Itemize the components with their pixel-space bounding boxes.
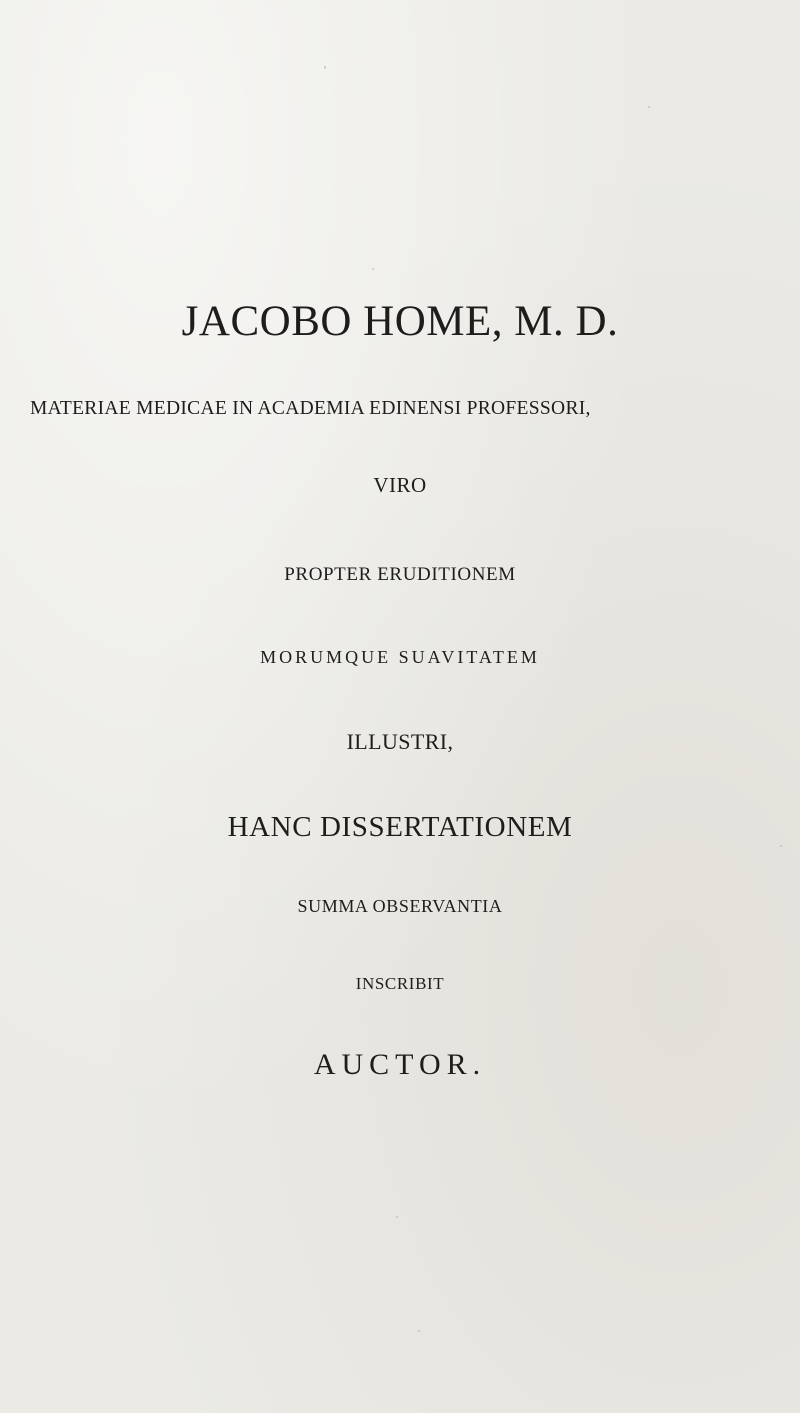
auctor-line: AUCTOR. (313, 1048, 487, 1081)
inscribit-line: INSCRIBIT (355, 974, 445, 993)
illustri-line: ILLUSTRI, (346, 729, 454, 754)
morumque-line: MORUMQUE SUAVITATEM (260, 647, 540, 667)
observantia-line: SUMMA OBSERVANTIA (297, 896, 503, 916)
dedicatee-position: MATERIAE MEDICAE IN ACADEMIA EDINENSI PROFESSORI, (30, 398, 591, 419)
dissertation-line: HANC DISSERTATIONEM (227, 811, 573, 843)
dedicatee-name: JACOBO HOME, M. D. (181, 298, 619, 345)
viro-line: VIRO (373, 473, 427, 497)
propter-line: PROPTER ERUDITIONEM (284, 564, 516, 585)
